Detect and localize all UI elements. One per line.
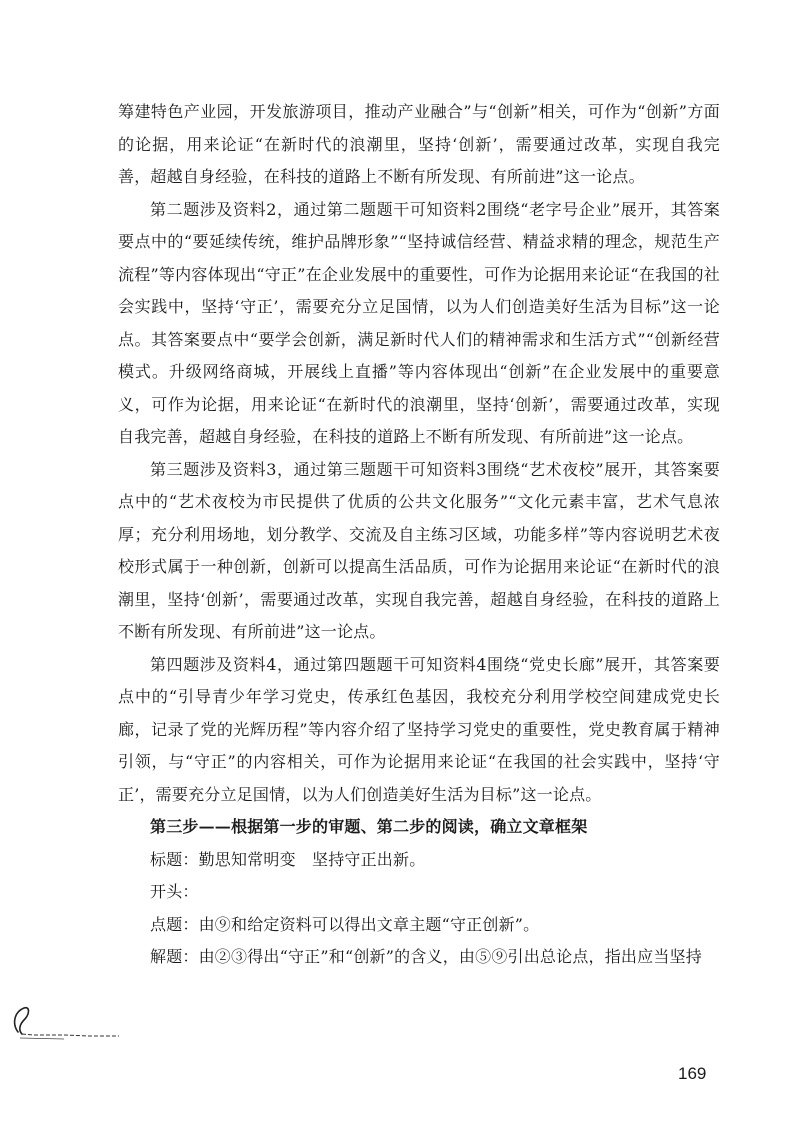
handwritten-scribble-icon: [4, 1002, 124, 1042]
essay-title-line: 标题：勤思知常明变 坚持守正出新。: [150, 849, 426, 869]
paragraph-question-four: 第四题涉及资料4，通过第四题题干可知资料4围绕“党史长廊”展开，其答案要点中的“引导青少年学习党史，传承红色基因，我校充分利用学校空间建成党史长廊，记录了党的光辉历程”等内容介绍了坚持学习党史的重要性，党史教育属于精神引领，与“守正”的内容相关，可作为论据用来论证“在我国的社会实践中，坚持‘守正’，需要充分立足国情，以为人们创造美好生活为目标”这一论点。: [118, 654, 720, 804]
explain-topic-line: 解题：由②③得出“守正”和“创新”的含义，由⑤⑨引出总论点，指出应当坚持: [150, 947, 702, 966]
paragraph-question-two: 第二题涉及资料2，通过第二题题干可知资料2围绕“老字号企业”展开，其答案要点中的“要延续传统，维护品牌形象”“坚持诚信经营、精益求精的理念，规范生产流程”等内容体现出“守正”在企业发展中的重要性，可作为论据用来论证“在我国的社会实践中，坚持‘守正’，需要充分立足国情，以为人们创造美好生活为目标”这一论点。其答案要点中“要学会创新，满足新时代人们的精神需求和生活方式”“创新经营模式。升级网络商城，开展线上直播”等内容体现出“创新”在企业发展中的重要意义，可作为论据，用来论证“在新时代的浪潮里，坚持‘创新’，需要通过改革，实现自我完善，超越自身经验，在科技的道路上不断有所发现、有所前进”这一论点。: [118, 199, 720, 446]
paragraph-continuation: 筹建特色产业园，开发旅游项目，推动产业融合”与“创新”相关，可作为“创新”方面的论据，用来论证“在新时代的浪潮里，坚持‘创新’，需要通过改革，实现自我完善，超越自身经验，在科技的道路上不断有所发现、有所前进”这一论点。: [118, 102, 720, 186]
body-text: [118, 96, 720, 974]
opening-label: 开头：: [150, 882, 199, 901]
page-number: 169: [678, 1064, 707, 1083]
step-three-heading: 第三步——根据第一步的审题、第二步的阅读，确立文章框架: [150, 817, 588, 836]
paragraph-question-three: 第三题涉及资料3，通过第三题题干可知资料3围绕“艺术夜校”展开，其答案要点中的“艺术夜校为市民提供了优质的公共文化服务”“文化元素丰富，艺术气息浓厚；充分利用场地，划分教学、交流及自主练习区域，功能多样”等内容说明艺术夜校形式属于一种创新，创新可以提高生活品质，可作为论据用来论证“在新时代的浪潮里，坚持‘创新’，需要通过改革，实现自我完善，超越自身经验，在科技的道路上不断有所发现、有所前进”这一论点。: [118, 459, 720, 641]
point-topic-line: 点题：由⑨和给定资料可以得出文章主题“守正创新”。: [150, 914, 540, 934]
